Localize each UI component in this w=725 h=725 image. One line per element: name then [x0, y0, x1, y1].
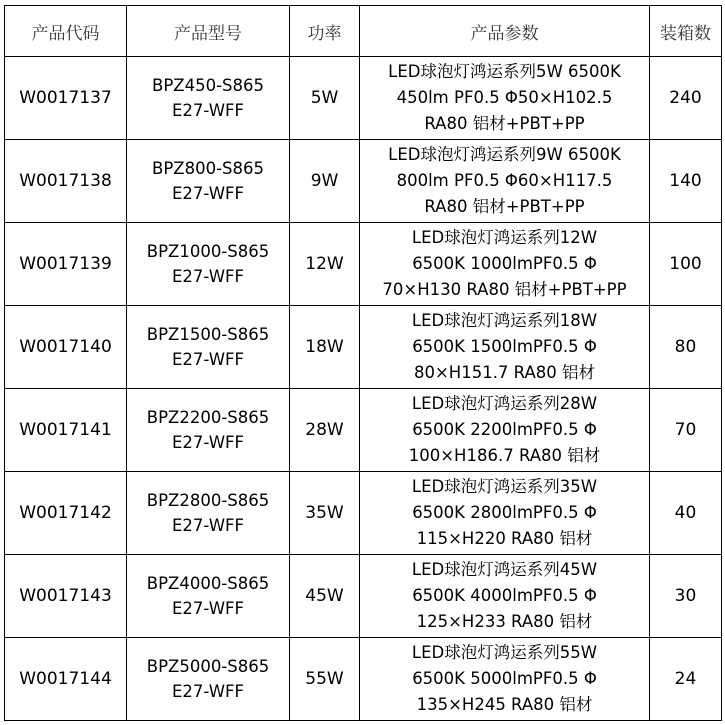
power-cell: 9W: [290, 140, 360, 223]
power-cell: 28W: [290, 389, 360, 472]
product-params-line: LED球泡灯鸿运系列28W: [411, 394, 598, 413]
header-model: 产品型号: [127, 6, 290, 57]
product-code-cell: W0017138: [5, 140, 127, 223]
power-cell: 12W: [290, 223, 360, 306]
product-params-line: 100×H186.7 RA80 铝材: [408, 446, 601, 465]
product-params-cell: [360, 555, 650, 638]
product-params-cell: [360, 57, 650, 140]
product-model-line: E27-WFF: [171, 433, 244, 452]
box-quantity-cell: 70: [650, 389, 722, 472]
product-model-line: E27-WFF: [171, 350, 244, 369]
power-cell: 18W: [290, 306, 360, 389]
product-params-cell: [360, 140, 650, 223]
product-params-line: 6500K 1500lmPF0.5 Φ: [412, 337, 597, 356]
box-quantity-cell: 100: [650, 223, 722, 306]
power-cell: 55W: [290, 638, 360, 721]
product-params-line: 80×H151.7 RA80 铝材: [413, 363, 596, 382]
product-params-cell: [360, 472, 650, 555]
product-model-line: E27-WFF: [171, 516, 244, 535]
product-code-cell: W0017142: [5, 472, 127, 555]
product-params-cell: [360, 389, 650, 472]
box-quantity-cell: 240: [650, 57, 722, 140]
product-params-line: 6500K 2800lmPF0.5 Φ: [412, 503, 597, 522]
product-params-line: LED球泡灯鸿运系列45W: [411, 560, 598, 579]
table-row: [5, 389, 722, 472]
product-params-line: LED球泡灯鸿运系列18W: [411, 311, 598, 330]
header-params: 产品参数: [360, 6, 650, 57]
product-model-cell: [127, 306, 290, 389]
product-params-line: 450lm PF0.5 Φ50×H102.5: [396, 88, 613, 107]
table-body: [5, 57, 722, 721]
product-model-line: BPZ800-S865: [152, 159, 264, 178]
product-params-line: 115×H220 RA80 铝材: [416, 529, 593, 548]
product-model-line: E27-WFF: [171, 682, 244, 701]
product-code-cell: W0017140: [5, 306, 127, 389]
product-params-line: 6500K 5000lmPF0.5 Φ: [412, 669, 597, 688]
box-quantity-cell: 30: [650, 555, 722, 638]
box-quantity-cell: 40: [650, 472, 722, 555]
product-model-line: E27-WFF: [171, 267, 244, 286]
table-row: [5, 223, 722, 306]
product-code-cell: W0017143: [5, 555, 127, 638]
product-model-cell: [127, 555, 290, 638]
product-params-cell: [360, 306, 650, 389]
product-model-cell: [127, 638, 290, 721]
product-params-line: 6500K 4000lmPF0.5 Φ: [412, 586, 597, 605]
table-row: [5, 555, 722, 638]
product-model-line: E27-WFF: [171, 184, 244, 203]
product-model-cell: [127, 223, 290, 306]
product-model-line: BPZ4000-S865: [146, 574, 270, 593]
box-quantity-cell: 24: [650, 638, 722, 721]
product-model-line: BPZ2800-S865: [146, 491, 270, 510]
product-params-line: LED球泡灯鸿运系列9W 6500K: [388, 145, 621, 164]
product-params-line: 125×H233 RA80 铝材: [416, 612, 593, 631]
table-row: [5, 57, 722, 140]
product-model-line: E27-WFF: [171, 101, 244, 120]
product-code-cell: W0017144: [5, 638, 127, 721]
product-params-line: 135×H245 RA80 铝材: [416, 695, 593, 714]
product-params-cell: [360, 223, 650, 306]
product-params-line: 800lm PF0.5 Φ60×H117.5: [396, 171, 613, 190]
product-params-line: LED球泡灯鸿运系列35W: [411, 477, 598, 496]
product-code-cell: W0017139: [5, 223, 127, 306]
product-table: [4, 5, 722, 721]
table-row: [5, 638, 722, 721]
header-power: 功率: [290, 6, 360, 57]
header-row: [5, 6, 722, 57]
product-params-line: 6500K 2200lmPF0.5 Φ: [412, 420, 597, 439]
product-model-cell: [127, 140, 290, 223]
product-params-line: LED球泡灯鸿运系列12W: [411, 228, 598, 247]
product-params-line: 6500K 1000lmPF0.5 Φ: [412, 254, 597, 273]
header-code: 产品代码: [5, 6, 127, 57]
product-params-line: LED球泡灯鸿运系列55W: [411, 643, 598, 662]
power-cell: 35W: [290, 472, 360, 555]
header-qty: 装箱数: [650, 6, 722, 57]
product-params-line: 70×H130 RA80 铝材+PBT+PP: [382, 280, 627, 299]
product-params-line: RA80 铝材+PBT+PP: [424, 114, 585, 133]
product-model-line: BPZ1500-S865: [146, 325, 270, 344]
power-cell: 45W: [290, 555, 360, 638]
product-params-line: LED球泡灯鸿运系列5W 6500K: [388, 62, 621, 81]
box-quantity-cell: 140: [650, 140, 722, 223]
table-row: [5, 140, 722, 223]
product-params-cell: [360, 638, 650, 721]
table-row: [5, 306, 722, 389]
table-row: [5, 472, 722, 555]
product-model-cell: [127, 389, 290, 472]
power-cell: 5W: [290, 57, 360, 140]
product-code-cell: W0017137: [5, 57, 127, 140]
product-model-line: BPZ1000-S865: [146, 242, 270, 261]
box-quantity-cell: 80: [650, 306, 722, 389]
product-params-line: RA80 铝材+PBT+PP: [424, 197, 585, 216]
product-model-line: E27-WFF: [171, 599, 244, 618]
product-model-line: BPZ2200-S865: [146, 408, 270, 427]
product-model-cell: [127, 57, 290, 140]
product-model-cell: [127, 472, 290, 555]
product-code-cell: W0017141: [5, 389, 127, 472]
product-model-line: BPZ5000-S865: [146, 657, 270, 676]
product-model-line: BPZ450-S865: [152, 76, 264, 95]
